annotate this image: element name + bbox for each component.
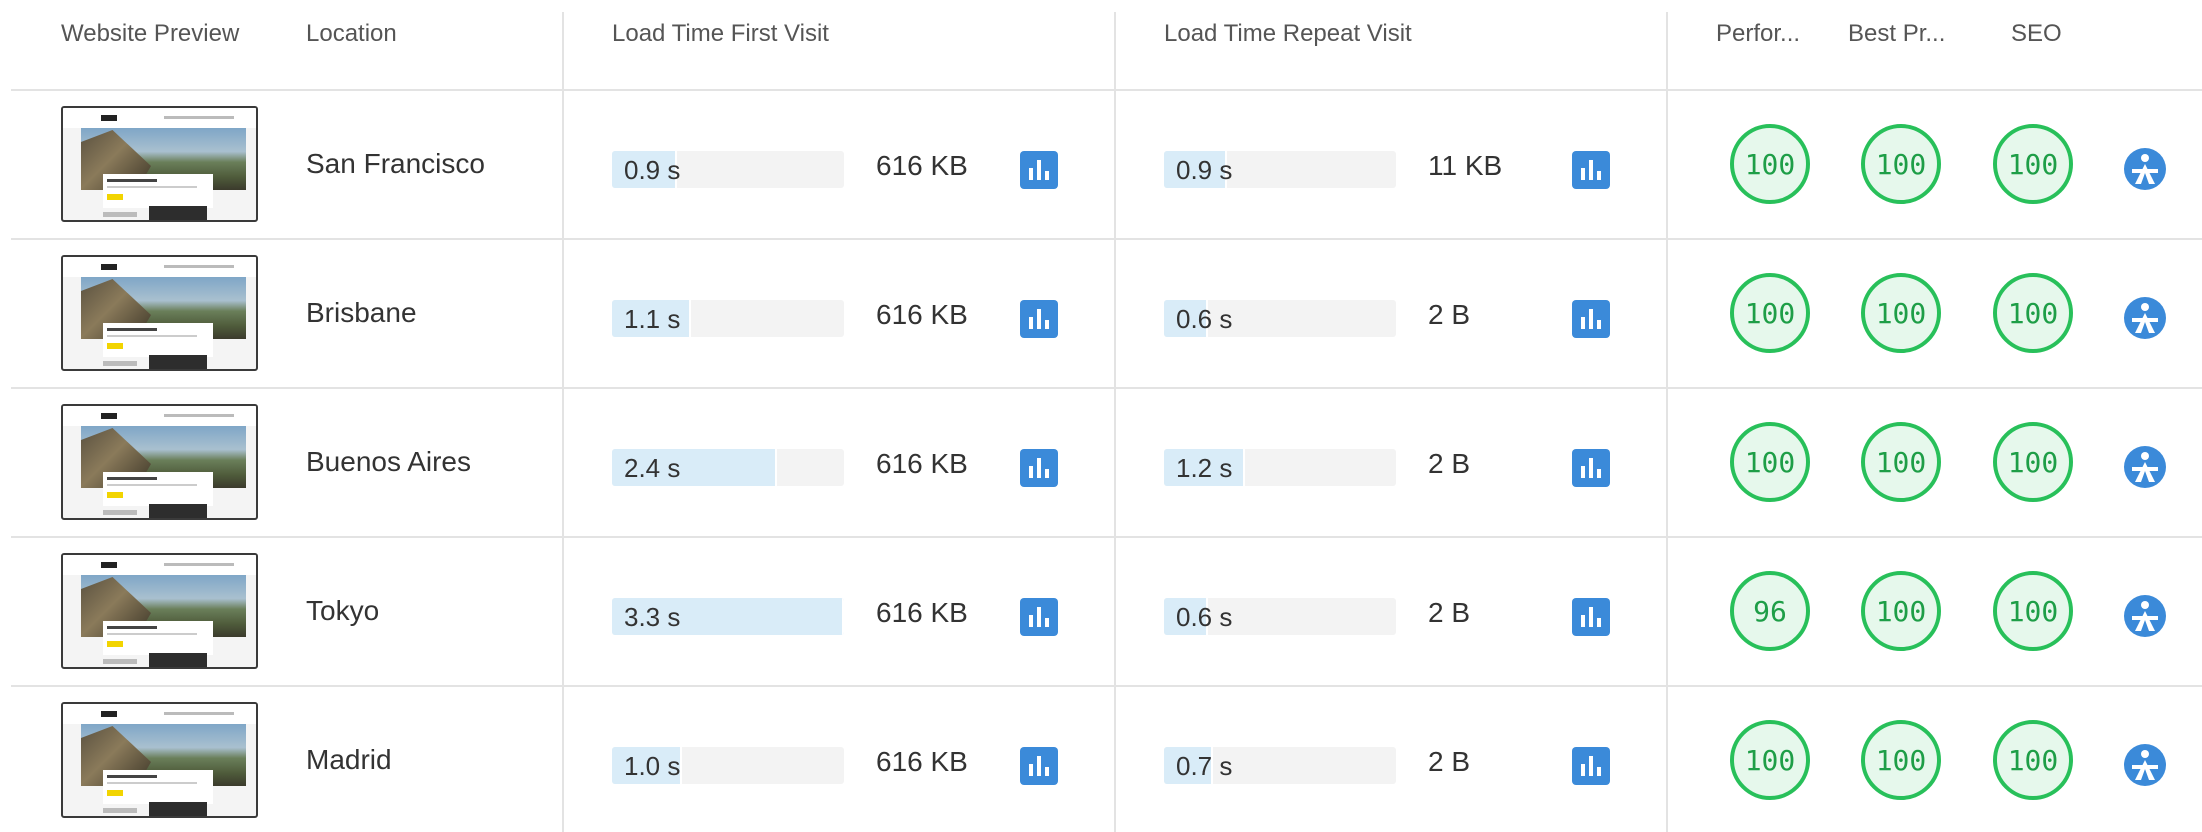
table-row[interactable] <box>0 90 2202 239</box>
repeat-visit-load-bar <box>1164 747 1396 784</box>
preview-card <box>103 472 213 506</box>
preview-card <box>103 323 213 357</box>
first-visit-load-bar <box>612 300 844 337</box>
repeat-visit-load-time: 0.6 s <box>1176 602 1233 632</box>
seo-score[interactable]: 100 <box>1993 571 2073 651</box>
first-visit-load-time: 1.0 s <box>624 751 681 781</box>
preview-nav <box>63 257 256 277</box>
repeat-visit-load-time: 0.7 s <box>1176 751 1233 781</box>
location-name: Brisbane <box>306 297 417 328</box>
repeat-visit-size: 2 B <box>1428 597 1471 628</box>
accessibility-icon[interactable] <box>2124 595 2166 637</box>
first-visit-size: 616 KB <box>876 448 968 479</box>
preview-card <box>103 770 213 804</box>
bar-chart-icon <box>1581 466 1585 478</box>
repeat-visit-size: 2 B <box>1428 299 1471 330</box>
performance-score[interactable]: 96 <box>1730 571 1810 651</box>
first-visit-load-bar <box>612 151 844 188</box>
website-preview-thumbnail[interactable] <box>61 553 258 669</box>
location-name: Madrid <box>306 744 392 775</box>
accessibility-icon[interactable] <box>2124 297 2166 339</box>
website-preview-thumbnail[interactable] <box>61 255 258 371</box>
bar-chart-icon <box>1045 469 1049 478</box>
location-name: San Francisco <box>306 148 485 179</box>
preview-nav <box>63 555 256 575</box>
first-visit-load-time: 1.1 s <box>624 304 681 334</box>
best-practices-score[interactable]: 100 <box>1861 571 1941 651</box>
first-visit-size: 616 KB <box>876 150 968 181</box>
table-header <box>0 0 2202 90</box>
bar-chart-icon <box>1589 756 1593 776</box>
performance-score[interactable]: 100 <box>1730 720 1810 800</box>
bar-chart-icon <box>1597 320 1601 329</box>
bar-chart-icon <box>1037 309 1041 329</box>
best-practices-score[interactable]: 100 <box>1861 422 1941 502</box>
bar-chart-icon <box>1589 458 1593 478</box>
first-visit-size: 616 KB <box>876 299 968 330</box>
first-visit-load-bar <box>612 449 844 486</box>
website-preview-thumbnail[interactable] <box>61 702 258 818</box>
first-visit-load-time: 3.3 s <box>624 602 681 632</box>
seo-score[interactable]: 100 <box>1993 273 2073 353</box>
website-preview-thumbnail[interactable] <box>61 106 258 222</box>
first-visit-size: 616 KB <box>876 597 968 628</box>
bar-chart-icon <box>1597 618 1601 627</box>
table-row[interactable] <box>0 686 2202 832</box>
first-visit-waterfall-button[interactable] <box>1020 747 1058 785</box>
performance-score[interactable]: 100 <box>1730 124 1810 204</box>
repeat-visit-waterfall-button[interactable] <box>1572 151 1610 189</box>
accessibility-icon[interactable] <box>2124 744 2166 786</box>
accessibility-icon[interactable] <box>2124 446 2166 488</box>
first-visit-load-bar <box>612 747 844 784</box>
bar-chart-icon <box>1589 309 1593 329</box>
website-preview-thumbnail[interactable] <box>61 404 258 520</box>
repeat-visit-waterfall-button[interactable] <box>1572 598 1610 636</box>
repeat-visit-load-bar <box>1164 449 1396 486</box>
bar-chart-icon <box>1037 607 1041 627</box>
seo-score[interactable]: 100 <box>1993 720 2073 800</box>
bar-chart-icon <box>1045 618 1049 627</box>
repeat-visit-size: 11 KB <box>1428 150 1503 181</box>
first-visit-waterfall-button[interactable] <box>1020 300 1058 338</box>
bar-chart-icon <box>1037 160 1041 180</box>
best-practices-score[interactable]: 100 <box>1861 124 1941 204</box>
column-header-preview: Website Preview <box>61 20 240 47</box>
repeat-visit-load-time: 1.2 s <box>1176 453 1233 483</box>
repeat-visit-load-bar <box>1164 151 1396 188</box>
first-visit-size: 616 KB <box>876 746 968 777</box>
bar-chart-icon <box>1581 168 1585 180</box>
repeat-visit-waterfall-button[interactable] <box>1572 300 1610 338</box>
bar-chart-icon <box>1589 160 1593 180</box>
bar-chart-icon <box>1045 320 1049 329</box>
table-row[interactable] <box>0 239 2202 388</box>
first-visit-waterfall-button[interactable] <box>1020 449 1058 487</box>
repeat-visit-size: 2 B <box>1428 448 1471 479</box>
bar-chart-icon <box>1581 764 1585 776</box>
bar-chart-icon <box>1597 767 1601 776</box>
bar-chart-icon <box>1029 764 1033 776</box>
first-visit-waterfall-button[interactable] <box>1020 151 1058 189</box>
accessibility-icon[interactable] <box>2124 148 2166 190</box>
column-header-best-practices[interactable]: Best Pr... <box>1848 20 1946 47</box>
table-row[interactable] <box>0 388 2202 537</box>
preview-card <box>103 174 213 208</box>
location-name: Tokyo <box>306 595 380 626</box>
column-header-first-visit[interactable]: Load Time First Visit <box>612 20 829 47</box>
bar-chart-icon <box>1029 466 1033 478</box>
column-header-location[interactable]: Location <box>306 20 397 47</box>
bar-chart-icon <box>1589 607 1593 627</box>
preview-nav <box>63 108 256 128</box>
bar-chart-icon <box>1029 168 1033 180</box>
bar-chart-icon <box>1029 615 1033 627</box>
bar-chart-icon <box>1045 767 1049 776</box>
table-row[interactable] <box>0 537 2202 686</box>
column-header-repeat-visit[interactable]: Load Time Repeat Visit <box>1164 20 1412 47</box>
repeat-visit-waterfall-button[interactable] <box>1572 449 1610 487</box>
repeat-visit-size: 2 B <box>1428 746 1471 777</box>
best-practices-score[interactable]: 100 <box>1861 273 1941 353</box>
bar-chart-icon <box>1037 756 1041 776</box>
preview-nav <box>63 704 256 724</box>
first-visit-load-bar <box>612 598 844 635</box>
bar-chart-icon <box>1597 171 1601 180</box>
first-visit-load-time: 0.9 s <box>624 155 681 185</box>
bar-chart-icon <box>1581 615 1585 627</box>
bar-chart-icon <box>1037 458 1041 478</box>
first-visit-load-time: 2.4 s <box>624 453 681 483</box>
repeat-visit-load-time: 0.6 s <box>1176 304 1233 334</box>
bar-chart-icon <box>1597 469 1601 478</box>
location-name: Buenos Aires <box>306 446 471 477</box>
repeat-visit-load-bar <box>1164 598 1396 635</box>
performance-score[interactable]: 100 <box>1730 422 1810 502</box>
preview-nav <box>63 406 256 426</box>
best-practices-score[interactable]: 100 <box>1861 720 1941 800</box>
performance-score[interactable]: 100 <box>1730 273 1810 353</box>
bar-chart-icon <box>1029 317 1033 329</box>
column-header-performance[interactable]: Perfor... <box>1716 20 1801 47</box>
bar-chart-icon <box>1045 171 1049 180</box>
seo-score[interactable]: 100 <box>1993 422 2073 502</box>
first-visit-waterfall-button[interactable] <box>1020 598 1058 636</box>
seo-score[interactable]: 100 <box>1993 124 2073 204</box>
repeat-visit-waterfall-button[interactable] <box>1572 747 1610 785</box>
column-header-seo[interactable]: SEO <box>2011 20 2062 47</box>
repeat-visit-load-time: 0.9 s <box>1176 155 1233 185</box>
preview-card <box>103 621 213 655</box>
bar-chart-icon <box>1581 317 1585 329</box>
repeat-visit-load-bar <box>1164 300 1396 337</box>
